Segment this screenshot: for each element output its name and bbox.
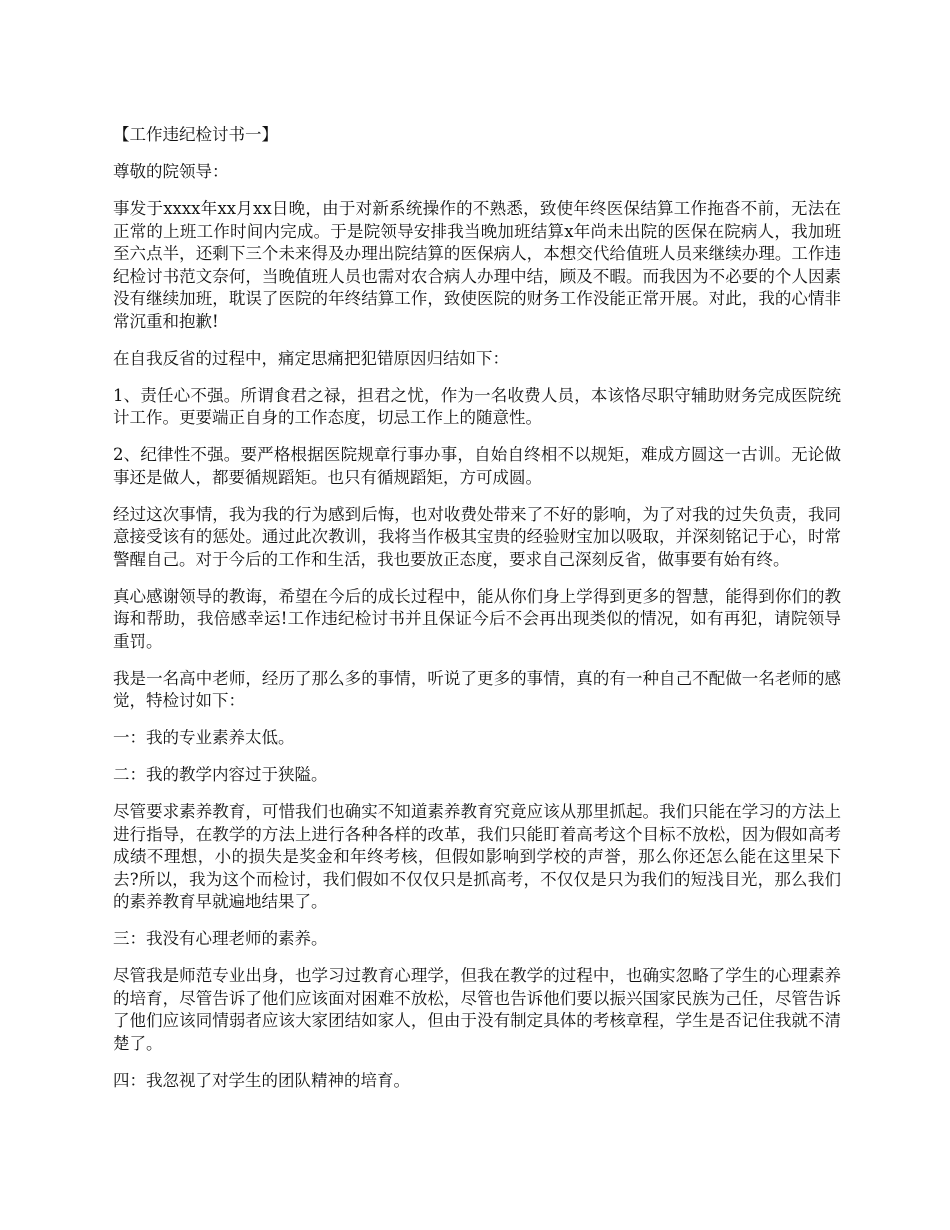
paragraph-thanks: 真心感谢领导的教诲，希望在今后的成长过程中，能从你们身上学得到更多的智慧，能得到你们的教诲和帮助，我倍感幸运!工作违纪检讨书并且保证今后不会再出现类似的情况，如有再犯，请院领导重罚。 (113, 586, 841, 651)
point-four: 四：我忽视了对学生的团队精神的培育。 (113, 1070, 410, 1090)
document-title: 【工作违纪检讨书一】 (113, 125, 278, 144)
paragraph-reason-responsibility: 1、责任心不强。所谓食君之禄，担君之忧，作为一名收费人员，本该恪尽职守辅助财务完成医院统计工作。更要端正自身的工作态度，切忌工作上的随意性。 (113, 385, 841, 427)
paragraph-incident: 事发于xxxx年xx月xx日晚，由于对新系统操作的不熟悉，致使年终医保结算工作拖沓不前，无法在正常的上班工作时间内完成。于是院领导安排我当晚加班结算x年尚未出院的医保在院病人，我加班至六点半，还剩下三个未来得及办理出院结算的医保病人，本想交代给值班人员来继续办理。工作违纪检讨书范文奈何，当晚值班人员也需对农合病人办理中结，顾及不暇。而我因为不必要的个人因素没有继续加班，耽误了医院的年终结算工作，致使医院的财务工作没能正常开展。对此，我的心情非常沉重和抱歉! (113, 199, 841, 331)
point-two: 二：我的教学内容过于狭隘。 (113, 765, 328, 784)
salutation: 尊敬的院领导： (113, 162, 229, 181)
paragraph-quality-education: 尽管要求素养教育，可惜我们也确实不知道素养教育究竟应该从那里抓起。我们只能在学习的方法上进行指导，在教学的方法上进行各种各样的改革，我们只能盯着高考这个目标不放松，因为假如高考成绩不理想，小的损失是奖金和年终考核，但假如影响到学校的声誉，那么你还怎么能在这里呆下去?所以，我为这个而检讨，我们假如不仅仅只是抓高考，不仅仅是只为我们的短浅目光，那么我们的素养教育早就遍地结果了。 (113, 802, 841, 911)
point-three: 三：我没有心理老师的素养。 (113, 929, 328, 948)
point-one: 一：我的专业素养太低。 (113, 728, 295, 747)
paragraph-reflection-intro: 在自我反省的过程中，痛定思痛把犯错原因归结如下： (113, 348, 509, 368)
paragraph-reason-discipline: 2、纪律性不强。要严格根据医院规章行事办事，自始自终相不以规矩，难成方圆这一古训。无论做事还是做人，都要循规蹈矩。也只有循规蹈矩，方可成圆。 (113, 445, 841, 487)
paragraph-regret: 经过这次事情，我为我的行为感到后悔，也对收费处带来了不好的影响，为了对我的过失负责，我同意接受该有的惩处。通过此次教训，我将当作极其宝贵的经验财宝加以吸取，并深刻铭记于心，时常警醒自己。对于今后的工作和生活，我也要放正态度，要求自己深刻反省，做事要有始有终。 (113, 504, 841, 569)
paragraph-psychology: 尽管我是师范专业出身，也学习过教育心理学，但我在教学的过程中，也确实忽略了学生的心理素养的培育，尽管告诉了他们应该面对困难不放松，尽管也告诉他们要以振兴国家民族为己任，尽管告诉了他们应该同情弱者应该大家团结如家人，但由于没有制定具体的考核章程，学生是否记住我就不清楚了。 (113, 966, 841, 1053)
document-page (113, 124, 841, 1107)
paragraph-teacher-intro: 我是一名高中老师，经历了那么多的事情，听说了更多的事情，真的有一种自己不配做一名老师的感觉，特检讨如下： (113, 668, 841, 710)
